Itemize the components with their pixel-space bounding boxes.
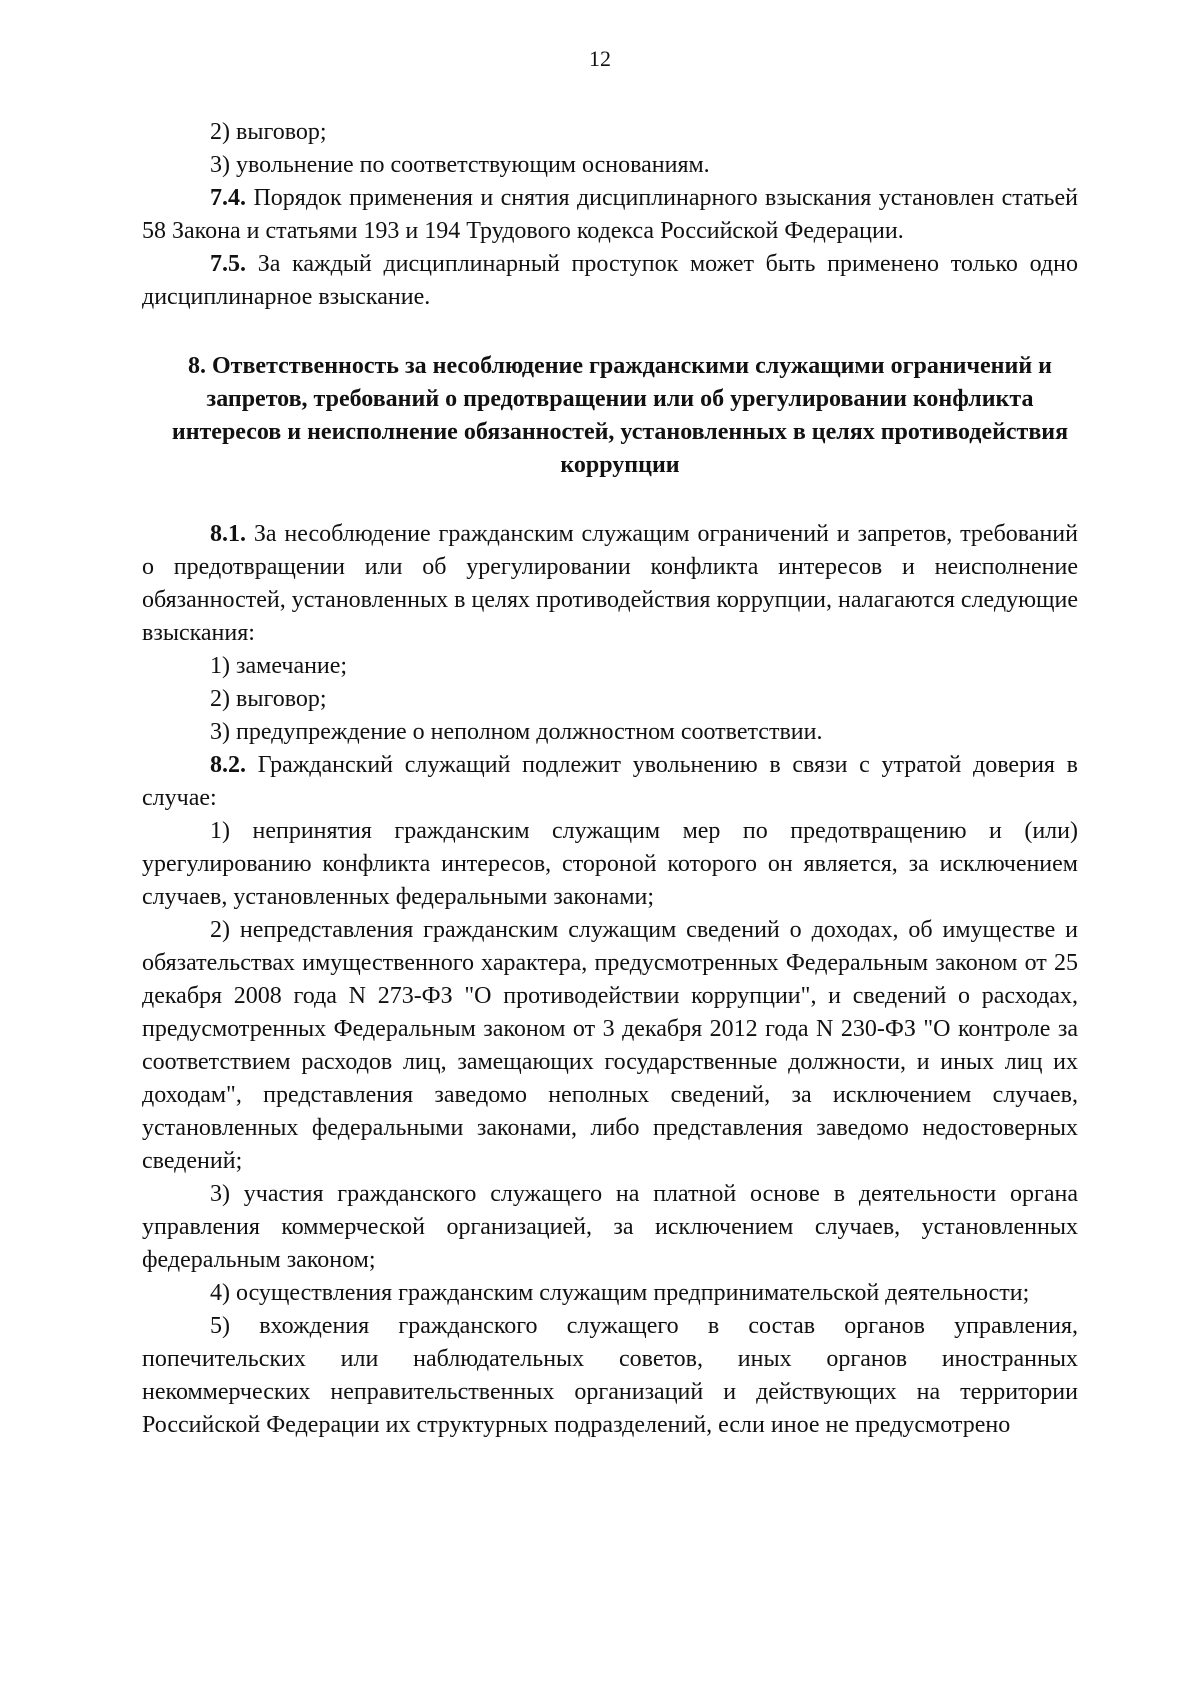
- document-body: [142, 116, 1078, 1442]
- clause-number: 8.2.: [210, 752, 246, 778]
- section-heading: 8. Ответственность за несоблюдение гражданскими служащими ограничений и запретов, требований о предотвращении или об урегулировании конфликта интересов и неисполнение обязанностей, установленных в целях противодействия коррупции: [171, 353, 1069, 478]
- clause-number: 7.4.: [210, 185, 246, 211]
- paragraph-7-4: [142, 182, 1078, 248]
- paragraph-8-1: [142, 518, 1078, 650]
- paragraph-text: Порядок применения и снятия дисциплинарного взыскания установлен статьей 58 Закона и статьями 193 и 194 Трудового кодекса Российской Федерации.: [142, 185, 1078, 244]
- paragraph-7-5: [142, 248, 1078, 314]
- list-item: 3) предупреждение о неполном должностном соответствии.: [210, 719, 823, 745]
- page-number: 12: [589, 46, 611, 71]
- paragraph-8-2: [142, 749, 1078, 815]
- clause-number: 8.1.: [210, 521, 246, 547]
- list-item: 1) замечание;: [210, 653, 348, 679]
- clause-number: 7.5.: [210, 251, 246, 277]
- list-item: 4) осуществления гражданским служащим предпринимательской деятельности;: [210, 1280, 1030, 1306]
- list-item: 2) выговор;: [210, 119, 327, 145]
- list-item: 2) непредставления гражданским служащим сведений о доходах, об имуществе и обязательствах имущественного характера, предусмотренных Федеральным законом от 25 декабря 2008 года N 273-ФЗ "О противодействии коррупции", и сведений о расходах, предусмотренных Федеральным законом от 3 декабря 2012 года N 230-ФЗ "О контроле за соответствием расходов лиц, замещающих государственные должности, и иных лиц их доходам", представления заведомо неполных сведений, за исключением случаев, установленных федеральными законами, либо представления заведомо недостоверных сведений;: [142, 917, 1078, 1174]
- list-item: 5) вхождения гражданского служащего в состав органов управления, попечительских или наблюдательных советов, иных органов иностранных некоммерческих неправительственных организаций и действующих на территории Российской Федерации их структурных подразделений, если иное не предусмотрено: [142, 1313, 1078, 1438]
- list-item: 2) выговор;: [210, 686, 327, 712]
- list-item: 3) увольнение по соответствующим основаниям.: [210, 152, 710, 178]
- paragraph-text: За несоблюдение гражданским служащим ограничений и запретов, требований о предотвращении или об урегулировании конфликта интересов и неисполнение обязанностей, установленных в целях противодействия коррупции, налагаются следующие взыскания:: [142, 521, 1078, 646]
- paragraph-text: Гражданский служащий подлежит увольнению в связи с утратой доверия в случае:: [142, 752, 1078, 811]
- list-item: 1) непринятия гражданским служащим мер по предотвращению и (или) урегулированию конфликта интересов, стороной которого он является, за исключением случаев, установленных федеральными законами;: [142, 818, 1078, 910]
- paragraph-text: За каждый дисциплинарный проступок может быть применено только одно дисциплинарное взыскание.: [142, 251, 1078, 310]
- list-item: 3) участия гражданского служащего на платной основе в деятельности органа управления коммерческой организацией, за исключением случаев, установленных федеральным законом;: [142, 1181, 1078, 1273]
